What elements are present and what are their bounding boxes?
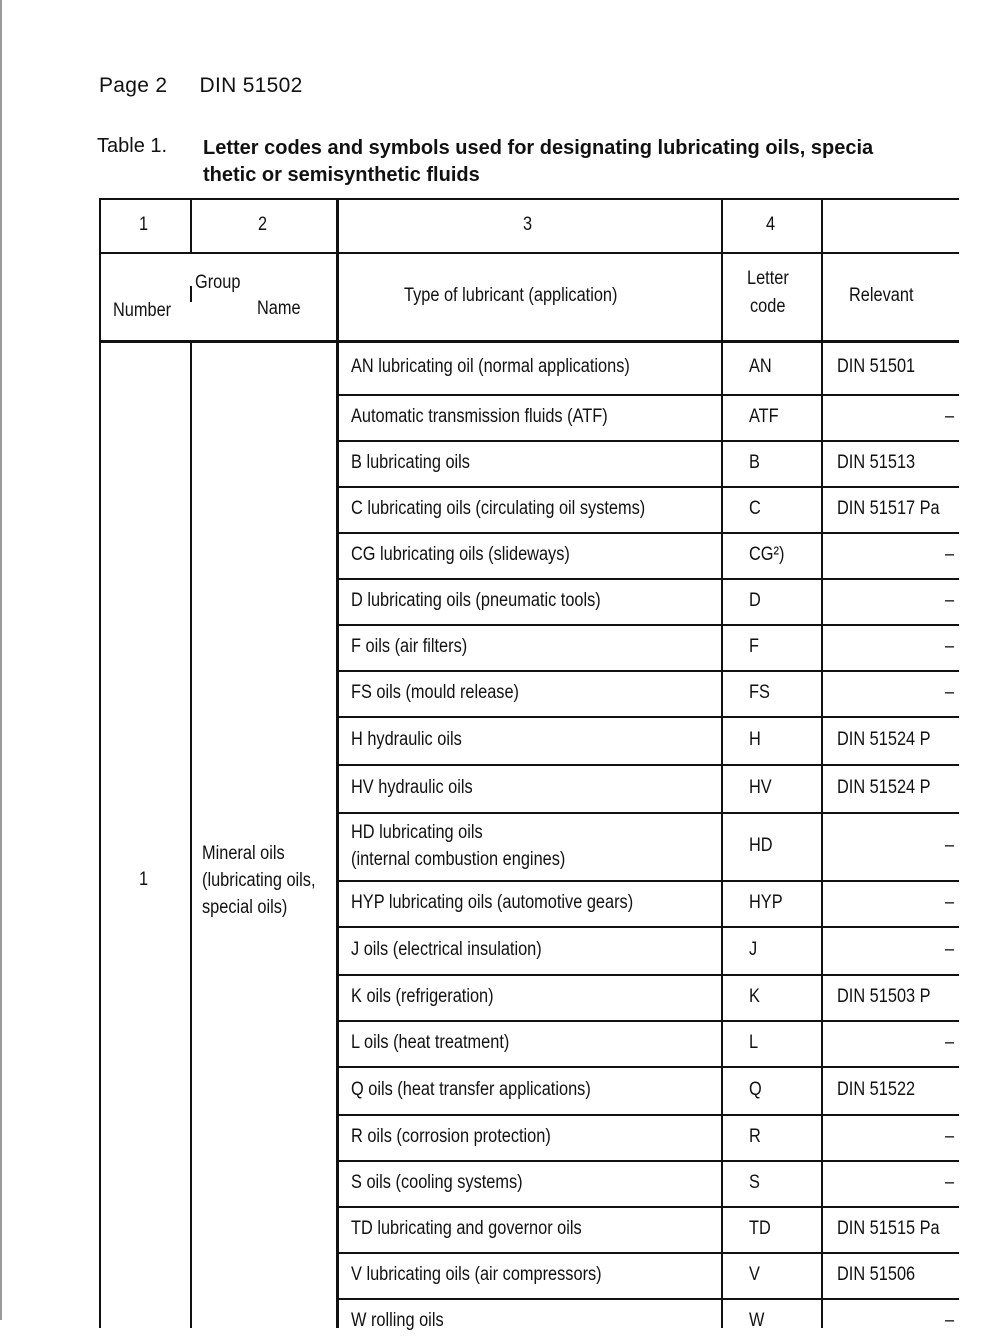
col-divider-2 xyxy=(336,198,339,1328)
table-label: Table 1. xyxy=(97,135,168,157)
row-type: HYP lubricating oils (automotive gears) xyxy=(351,892,634,913)
row-letter-code: HYP xyxy=(749,892,783,913)
row-letter-code: L xyxy=(749,1032,759,1053)
row-reference: – xyxy=(945,544,955,565)
row-type: C lubricating oils (circulating oil systems) xyxy=(351,498,646,519)
row-type: F oils (air filters) xyxy=(351,636,468,657)
row-type: HD lubricating oils (internal combustion engines) xyxy=(351,822,566,870)
lubricant-table xyxy=(99,198,959,1331)
row-reference: – xyxy=(945,406,955,427)
col-divider-1 xyxy=(190,342,192,1328)
row-type: B lubricating oils xyxy=(351,452,470,473)
row-letter-code: Q xyxy=(749,1079,762,1100)
row-type: J oils (electrical insulation) xyxy=(351,939,542,960)
row-type: S oils (cooling systems) xyxy=(351,1172,523,1193)
group-name: Mineral oils (lubricating oils, special oils) xyxy=(202,842,316,918)
row-letter-code: AN xyxy=(749,356,772,377)
row-reference: – xyxy=(945,636,955,657)
row-reference: DIN 51524 P xyxy=(837,729,931,750)
row-reference: – xyxy=(945,1126,955,1147)
row-reference: – xyxy=(945,939,955,960)
page-number: Page 2 xyxy=(99,74,168,97)
row-letter-code: K xyxy=(749,986,760,1007)
row-letter-code: FS xyxy=(749,682,770,703)
row-letter-code: TD xyxy=(749,1218,771,1239)
row-type: Q oils (heat transfer applications) xyxy=(351,1079,591,1100)
row-reference: DIN 51522 xyxy=(837,1079,916,1100)
row-reference: – xyxy=(945,682,955,703)
page-header xyxy=(99,74,303,98)
row-reference: – xyxy=(945,1032,955,1053)
table-left-border xyxy=(99,198,101,1328)
row-type: AN lubricating oil (normal applications) xyxy=(351,356,630,377)
row-type: HV hydraulic oils xyxy=(351,777,473,798)
col-number-4: 4 xyxy=(765,214,775,235)
row-reference: DIN 51515 Pa xyxy=(837,1218,940,1239)
row-letter-code: C xyxy=(749,498,761,519)
col-number-3: 3 xyxy=(523,214,533,235)
row-type: V lubricating oils (air compressors) xyxy=(351,1264,602,1285)
header-code: code xyxy=(750,296,786,317)
row-type: W rolling oils xyxy=(351,1310,444,1331)
page-left-border xyxy=(0,0,2,1320)
row-reference: – xyxy=(945,1310,955,1331)
row-type: FS oils (mould release) xyxy=(351,682,519,703)
row-letter-code: R xyxy=(749,1126,761,1147)
row-type: L oils (heat treatment) xyxy=(351,1032,510,1053)
row-reference: DIN 51501 xyxy=(837,356,916,377)
row-reference: DIN 51506 xyxy=(837,1264,916,1285)
row-letter-code: V xyxy=(749,1264,760,1285)
row-reference: DIN 51503 P xyxy=(837,986,931,1007)
table-title-line1: Letter codes and symbols used for designating lubricating oils, specia xyxy=(203,137,874,159)
col-number-1: 1 xyxy=(139,214,149,235)
col-number-2: 2 xyxy=(257,214,267,235)
row-type: Automatic transmission fluids (ATF) xyxy=(351,406,608,427)
row-letter-code: D xyxy=(749,590,761,611)
row-reference: – xyxy=(945,892,955,913)
row-reference: DIN 51517 Pa xyxy=(837,498,940,519)
row-letter-code: HD xyxy=(749,835,773,856)
row-reference: DIN 51513 xyxy=(837,452,916,473)
row-letter-code: HV xyxy=(749,777,772,798)
table-title-line2: thetic or semisynthetic fluids xyxy=(203,164,480,186)
standard-number: DIN 51502 xyxy=(199,74,303,97)
header-type: Type of lubricant (application) xyxy=(404,285,618,306)
row-letter-code: CG²) xyxy=(749,544,785,565)
row-type: R oils (corrosion protection) xyxy=(351,1126,551,1147)
row-type: K oils (refrigeration) xyxy=(351,986,494,1007)
row-type: D lubricating oils (pneumatic tools) xyxy=(351,590,601,611)
row-letter-code: J xyxy=(749,939,758,960)
row-reference: – xyxy=(945,835,955,856)
header-relevant: Relevant xyxy=(849,285,914,306)
header-name: Name xyxy=(257,298,301,319)
row-type: H hydraulic oils xyxy=(351,729,462,750)
row-letter-code: B xyxy=(749,452,760,473)
header-group: Group xyxy=(195,272,241,293)
row-letter-code: ATF xyxy=(749,406,779,427)
col-divider-3 xyxy=(721,198,723,1328)
header-letter: Letter xyxy=(746,268,789,289)
row-letter-code: H xyxy=(749,729,761,750)
row-letter-code: F xyxy=(749,636,759,657)
row-type: TD lubricating and governor oils xyxy=(351,1218,582,1239)
group-number: 1 xyxy=(139,869,149,890)
row-reference: – xyxy=(945,590,955,611)
row-letter-code: W xyxy=(749,1310,765,1331)
row-reference: DIN 51524 P xyxy=(837,777,931,798)
table-title xyxy=(203,135,873,189)
col-divider-4 xyxy=(821,198,823,1328)
header-number: Number xyxy=(113,300,172,321)
row-reference: – xyxy=(945,1172,955,1193)
row-type: CG lubricating oils (slideways) xyxy=(351,544,570,565)
row-letter-code: S xyxy=(749,1172,760,1193)
